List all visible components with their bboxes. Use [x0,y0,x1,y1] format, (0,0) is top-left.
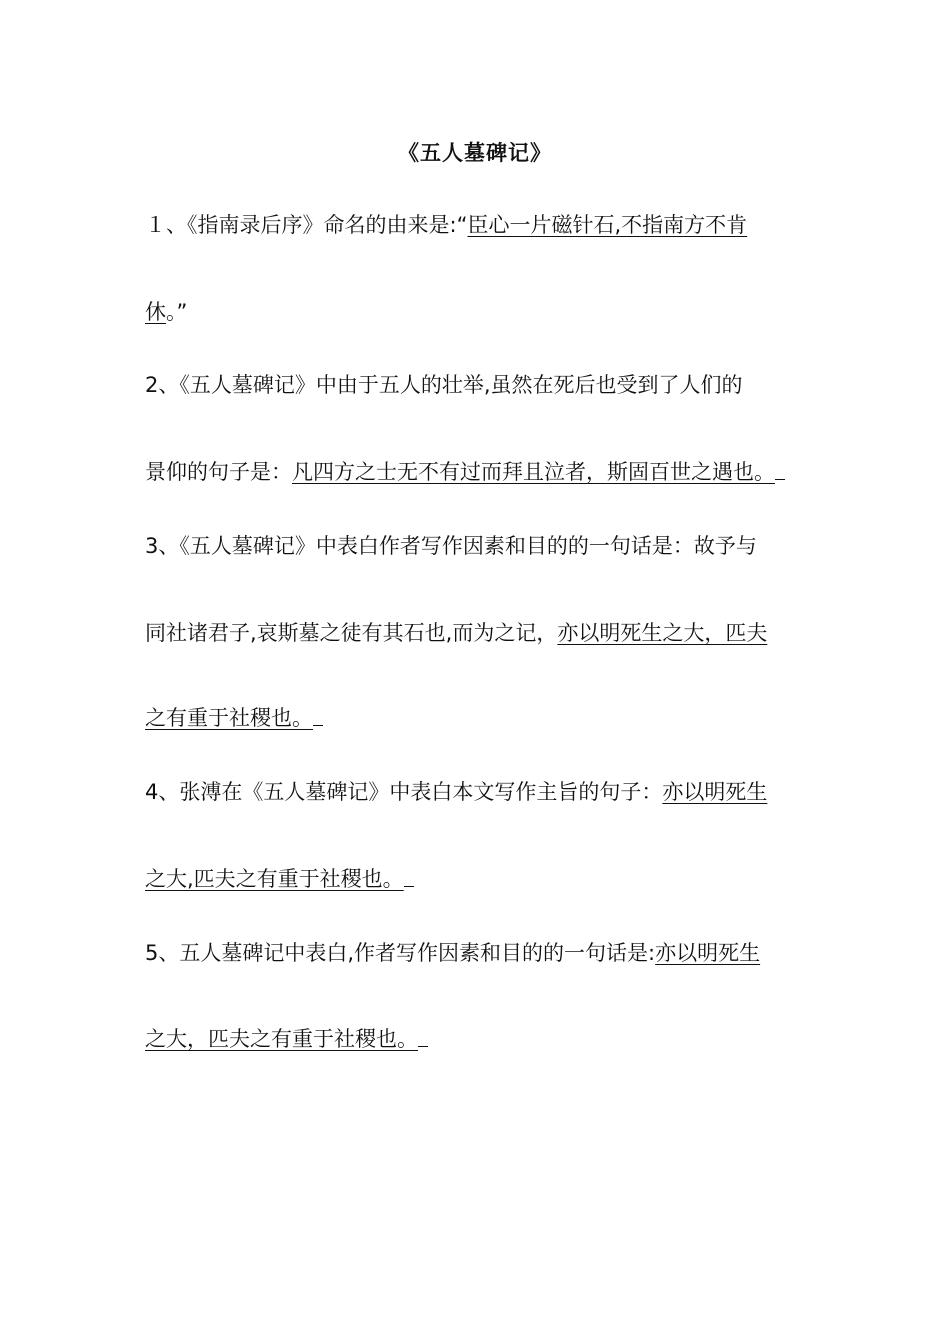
item-4-line-2 [145,864,825,894]
underline-tail [313,703,323,726]
item-3-line-2 [145,618,825,648]
item-3-answer-part-2: 之有重于社稷也。 [145,706,313,730]
underline-tail [418,1024,428,1047]
underline-tail [404,864,414,887]
item-5-answer-part-2: 之大，匹夫之有重于社稷也。 [145,1027,418,1051]
item-4-answer-part-2: 之大,匹夫之有重于社稷也。 [145,867,404,891]
item-1-closing: 。” [166,300,188,324]
item-3-line-3 [145,703,825,733]
item-5-answer-part-1: 亦以明死生 [655,941,761,965]
underline-tail [775,457,785,480]
item-1-answer-part-1: 臣心一片磁针石,不指南方不肯 [467,213,748,237]
item-2-question: 2、《五人墓碑记》中由于五人的壮举,虽然在死后也受到了人们的 [145,373,743,397]
item-3-question: 3、《五人墓碑记》中表白作者写作因素和目的的一句话是：故予与 [145,534,757,558]
item-1-line-1 [145,210,825,240]
item-3-question-tail: 同社诸君子,哀斯墓之徒有其石也,而为之记， [145,621,558,645]
item-4-answer-part-1: 亦以明死生 [662,780,768,804]
item-2-line-1 [145,370,825,400]
item-5-line-1 [145,938,825,968]
item-1-line-2 [145,297,825,327]
item-3-answer-part-1: 亦以明死生之大，匹夫 [557,621,768,645]
item-2-line-2 [145,457,825,487]
item-5-line-2 [145,1024,825,1054]
item-1-answer-part-2: 休 [145,300,166,324]
item-3-line-1 [145,531,825,561]
item-5-question: 5、五人墓碑记中表白,作者写作因素和目的的一句话是: [145,941,656,965]
item-4-line-1 [145,777,825,807]
item-2-question-tail: 景仰的句子是： [145,460,292,484]
document-title: 《五人墓碑记》 [398,141,552,165]
item-1-question: １、《指南录后序》命名的由来是:“ [145,213,468,237]
item-4-question: 4、张溥在《五人墓碑记》中表白本文写作主旨的句子： [145,780,663,804]
item-2-answer: 凡四方之士无不有过而拜且泣者，斯固百世之遇也。 [292,460,775,484]
